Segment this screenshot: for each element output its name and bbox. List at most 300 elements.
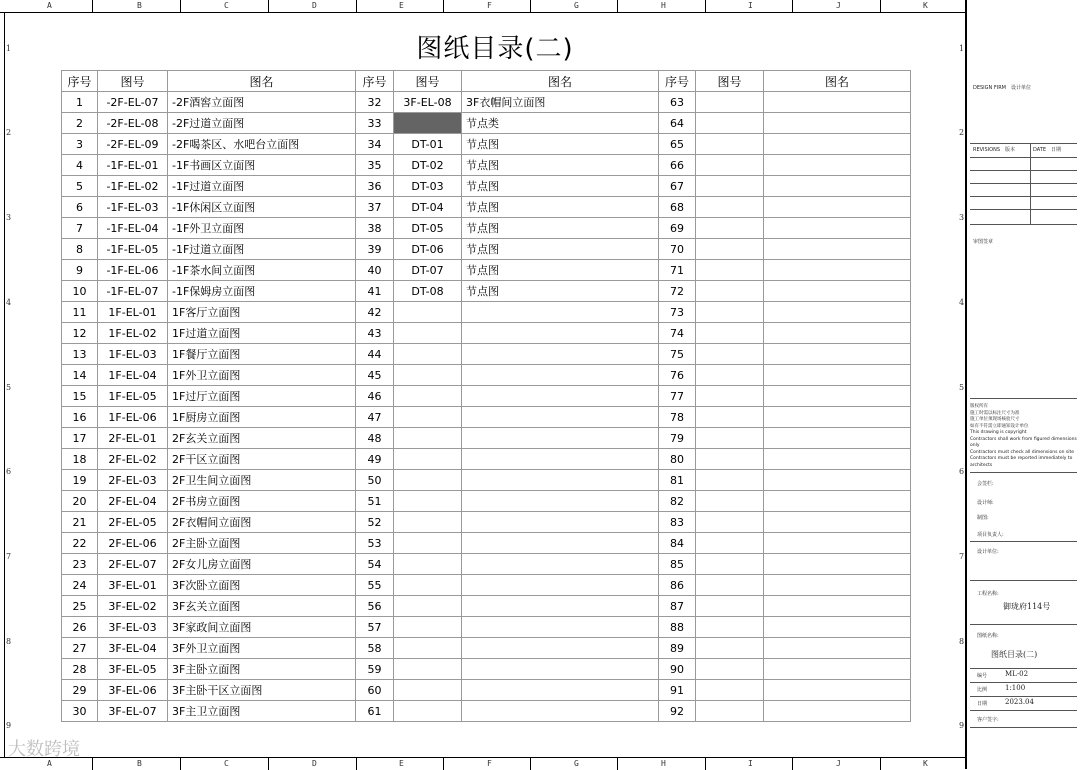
seq-cell: 90 xyxy=(659,659,696,680)
seq-cell: 40 xyxy=(356,260,394,281)
table-row xyxy=(62,323,911,344)
seq-cell: 92 xyxy=(659,701,696,722)
seq-cell: 50 xyxy=(356,470,394,491)
ruler-column-letter: K xyxy=(923,1,928,10)
ruler-row-number: 9 xyxy=(6,721,12,730)
name-cell xyxy=(764,533,911,554)
code-cell: 3F-EL-08 xyxy=(394,92,462,113)
seq-cell: 81 xyxy=(659,470,696,491)
code-cell: 3F-EL-06 xyxy=(98,680,168,701)
name-cell: 1F外卫立面图 xyxy=(168,365,356,386)
seq-cell: 13 xyxy=(62,344,98,365)
seq-cell: 79 xyxy=(659,428,696,449)
table-row xyxy=(62,365,911,386)
code-cell xyxy=(394,575,462,596)
code-cell xyxy=(696,680,764,701)
code-cell: -1F-EL-07 xyxy=(98,281,168,302)
code-cell xyxy=(696,575,764,596)
seq-cell: 80 xyxy=(659,449,696,470)
seq-cell: 77 xyxy=(659,386,696,407)
table-row xyxy=(62,197,911,218)
name-cell xyxy=(764,113,911,134)
name-cell xyxy=(764,575,911,596)
name-cell xyxy=(764,617,911,638)
name-cell xyxy=(462,617,659,638)
seq-cell: 89 xyxy=(659,638,696,659)
name-cell: -2F酒窖立面图 xyxy=(168,92,356,113)
code-cell xyxy=(394,386,462,407)
table-row xyxy=(62,386,911,407)
name-cell xyxy=(462,302,659,323)
seq-cell: 29 xyxy=(62,680,98,701)
seq-cell: 28 xyxy=(62,659,98,680)
table-row xyxy=(62,176,911,197)
ruler-row-number: 4 xyxy=(6,298,12,307)
seq-cell: 58 xyxy=(356,638,394,659)
name-cell: -1F保姆房立面图 xyxy=(168,281,356,302)
name-cell xyxy=(462,344,659,365)
code-cell xyxy=(394,596,462,617)
name-cell xyxy=(764,596,911,617)
seq-cell: 24 xyxy=(62,575,98,596)
review-stamp-label: 审图签章 xyxy=(973,239,994,245)
name-cell xyxy=(764,323,911,344)
code-cell xyxy=(696,197,764,218)
code-cell xyxy=(696,365,764,386)
code-cell: 3F-EL-04 xyxy=(98,638,168,659)
name-cell xyxy=(462,470,659,491)
number-label: 编号 xyxy=(977,673,988,679)
name-cell xyxy=(462,575,659,596)
name-cell: 3F外卫立面图 xyxy=(168,638,356,659)
name-cell: -2F喝茶区、水吧台立面图 xyxy=(168,134,356,155)
code-cell xyxy=(696,281,764,302)
code-cell xyxy=(696,470,764,491)
name-cell xyxy=(462,449,659,470)
watermark: 大数跨境 xyxy=(8,739,80,760)
ruler-row-number: 7 xyxy=(6,552,12,561)
name-cell xyxy=(462,428,659,449)
table-row xyxy=(62,701,911,722)
name-cell: 2F干区立面图 xyxy=(168,449,356,470)
ruler-row-number: 2 xyxy=(959,128,965,137)
seq-cell: 25 xyxy=(62,596,98,617)
code-cell: 2F-EL-03 xyxy=(98,470,168,491)
ruler-column-letter: A xyxy=(47,759,52,768)
name-cell: 节点图 xyxy=(462,260,659,281)
name-cell xyxy=(764,218,911,239)
code-cell xyxy=(696,428,764,449)
drawing-directory-table xyxy=(61,70,911,722)
seq-cell: 34 xyxy=(356,134,394,155)
code-cell: DT-04 xyxy=(394,197,462,218)
ruler-column-letter: K xyxy=(923,759,928,768)
seq-cell: 87 xyxy=(659,596,696,617)
table-row xyxy=(62,155,911,176)
seq-cell: 11 xyxy=(62,302,98,323)
seq-cell: 21 xyxy=(62,512,98,533)
ruler-column-letter: D xyxy=(312,1,317,10)
ruler-column-letter: J xyxy=(836,759,841,768)
name-cell: 3F主卧干区立面图 xyxy=(168,680,356,701)
name-cell xyxy=(764,659,911,680)
seq-cell: 48 xyxy=(356,428,394,449)
code-cell xyxy=(696,512,764,533)
name-cell xyxy=(764,92,911,113)
table-row xyxy=(62,533,911,554)
seq-cell: 12 xyxy=(62,323,98,344)
name-cell xyxy=(764,239,911,260)
revisions-label: REVISIONS 版本 xyxy=(973,147,1016,153)
code-cell xyxy=(696,533,764,554)
name-cell: 3F家政间立面图 xyxy=(168,617,356,638)
header-code: 图号 xyxy=(696,71,764,92)
name-cell xyxy=(764,365,911,386)
seq-cell: 54 xyxy=(356,554,394,575)
ruler-column-letter: F xyxy=(487,759,492,768)
code-cell xyxy=(394,533,462,554)
ruler-column-letter: F xyxy=(487,1,492,10)
name-cell: 3F衣帽间立面图 xyxy=(462,92,659,113)
table-row xyxy=(62,554,911,575)
name-cell: 2F衣帽间立面图 xyxy=(168,512,356,533)
top-ruler xyxy=(0,0,965,13)
ruler-column-letter: E xyxy=(399,759,404,768)
code-cell: 2F-EL-05 xyxy=(98,512,168,533)
code-cell xyxy=(394,449,462,470)
name-cell xyxy=(462,365,659,386)
code-cell: 2F-EL-04 xyxy=(98,491,168,512)
name-cell xyxy=(462,407,659,428)
table-row xyxy=(62,344,911,365)
code-cell: 1F-EL-05 xyxy=(98,386,168,407)
name-cell: 1F过厅立面图 xyxy=(168,386,356,407)
name-cell xyxy=(764,302,911,323)
name-cell xyxy=(462,533,659,554)
seq-cell: 9 xyxy=(62,260,98,281)
seq-cell: 33 xyxy=(356,113,394,134)
name-cell xyxy=(764,407,911,428)
seq-cell: 75 xyxy=(659,344,696,365)
code-cell: -1F-EL-03 xyxy=(98,197,168,218)
name-cell xyxy=(462,701,659,722)
code-cell xyxy=(696,176,764,197)
seq-cell: 2 xyxy=(62,113,98,134)
name-cell xyxy=(764,554,911,575)
seq-cell: 65 xyxy=(659,134,696,155)
ruler-column-letter: B xyxy=(137,1,142,10)
code-cell: DT-02 xyxy=(394,155,462,176)
code-cell: 1F-EL-01 xyxy=(98,302,168,323)
code-cell xyxy=(394,659,462,680)
name-cell xyxy=(764,176,911,197)
seq-cell: 56 xyxy=(356,596,394,617)
date-label: 日期 xyxy=(977,701,988,707)
design-firm-label: DESIGN FIRM 设计单位 xyxy=(973,85,1032,91)
seq-cell: 43 xyxy=(356,323,394,344)
copyright-line: 如有不符需立即通知设计单位 xyxy=(970,423,1029,429)
seq-cell: 42 xyxy=(356,302,394,323)
seq-cell: 22 xyxy=(62,533,98,554)
table-row xyxy=(62,680,911,701)
name-cell: -2F过道立面图 xyxy=(168,113,356,134)
scale-label: 比例 xyxy=(977,687,988,693)
table-row xyxy=(62,134,911,155)
code-cell: 3F-EL-05 xyxy=(98,659,168,680)
seq-cell: 3 xyxy=(62,134,98,155)
drafter-label: 制图: xyxy=(977,515,989,521)
seq-cell: 15 xyxy=(62,386,98,407)
ruler-column-letter: D xyxy=(312,759,317,768)
name-cell xyxy=(462,596,659,617)
seq-cell: 86 xyxy=(659,575,696,596)
code-cell: -1F-EL-05 xyxy=(98,239,168,260)
header-name: 图名 xyxy=(462,71,659,92)
code-cell xyxy=(394,470,462,491)
code-cell: -1F-EL-06 xyxy=(98,260,168,281)
seq-cell: 63 xyxy=(659,92,696,113)
seq-cell: 67 xyxy=(659,176,696,197)
signoff-label: 会签栏: xyxy=(977,481,994,487)
code-cell xyxy=(696,218,764,239)
code-cell xyxy=(696,302,764,323)
name-cell: 节点图 xyxy=(462,281,659,302)
date-column-label: DATE 日期 xyxy=(1033,147,1062,153)
name-cell xyxy=(462,512,659,533)
table-row xyxy=(62,596,911,617)
drawing-name: 图纸目录(二) xyxy=(991,650,1038,659)
project-lead-label: 项目负责人: xyxy=(977,532,1004,538)
name-cell: 1F过道立面图 xyxy=(168,323,356,344)
table-row xyxy=(62,218,911,239)
seq-cell: 18 xyxy=(62,449,98,470)
code-cell xyxy=(394,554,462,575)
seq-cell: 55 xyxy=(356,575,394,596)
seq-cell: 39 xyxy=(356,239,394,260)
seq-cell: 46 xyxy=(356,386,394,407)
seq-cell: 57 xyxy=(356,617,394,638)
code-cell xyxy=(696,323,764,344)
seq-cell: 72 xyxy=(659,281,696,302)
copyright-line: Contractors must be reported immediately to architects xyxy=(970,456,1073,468)
ruler-column-letter: B xyxy=(137,759,142,768)
seq-cell: 69 xyxy=(659,218,696,239)
code-cell xyxy=(696,638,764,659)
ruler-column-letter: H xyxy=(661,1,666,10)
seq-cell: 26 xyxy=(62,617,98,638)
table-header-row xyxy=(62,71,911,92)
name-cell xyxy=(462,491,659,512)
code-cell xyxy=(394,491,462,512)
name-cell xyxy=(764,680,911,701)
code-cell xyxy=(696,554,764,575)
name-cell xyxy=(764,155,911,176)
seq-cell: 44 xyxy=(356,344,394,365)
name-cell: 2F女儿房立面图 xyxy=(168,554,356,575)
code-cell xyxy=(394,617,462,638)
seq-cell: 4 xyxy=(62,155,98,176)
copyright-line: 施工时需以标注尺寸为准 xyxy=(970,410,1020,416)
bottom-ruler xyxy=(0,757,965,770)
design-unit-label: 设计单位: xyxy=(977,549,999,555)
seq-cell: 45 xyxy=(356,365,394,386)
code-cell: 3F-EL-07 xyxy=(98,701,168,722)
seq-cell: 83 xyxy=(659,512,696,533)
number-value: ML-02 xyxy=(1005,670,1029,678)
name-cell: 节点图 xyxy=(462,155,659,176)
ruler-column-letter: G xyxy=(574,759,579,768)
name-cell: 2F主卧立面图 xyxy=(168,533,356,554)
name-cell: 节点类 xyxy=(462,113,659,134)
name-cell xyxy=(764,491,911,512)
seq-cell: 88 xyxy=(659,617,696,638)
name-cell: -1F过道立面图 xyxy=(168,176,356,197)
ruler-column-letter: I xyxy=(748,759,753,768)
seq-cell: 73 xyxy=(659,302,696,323)
ruler-column-letter: A xyxy=(47,1,52,10)
name-cell xyxy=(462,659,659,680)
name-cell xyxy=(764,701,911,722)
table-row xyxy=(62,470,911,491)
code-cell xyxy=(394,680,462,701)
ruler-row-number: 7 xyxy=(959,552,965,561)
ruler-row-number: 5 xyxy=(6,383,12,392)
seq-cell: 49 xyxy=(356,449,394,470)
name-cell xyxy=(764,197,911,218)
code-cell: 2F-EL-02 xyxy=(98,449,168,470)
code-cell: DT-01 xyxy=(394,134,462,155)
project-name: 御珑府114号 xyxy=(1003,602,1051,611)
ruler-column-letter: H xyxy=(661,759,666,768)
header-seq: 序号 xyxy=(356,71,394,92)
code-cell xyxy=(696,659,764,680)
code-cell: -2F-EL-07 xyxy=(98,92,168,113)
seq-cell: 76 xyxy=(659,365,696,386)
ruler-column-letter: C xyxy=(224,759,229,768)
code-cell: 3F-EL-03 xyxy=(98,617,168,638)
seq-cell: 19 xyxy=(62,470,98,491)
seq-cell: 53 xyxy=(356,533,394,554)
name-cell xyxy=(764,470,911,491)
header-code: 图号 xyxy=(394,71,462,92)
designer-label: 设计师: xyxy=(977,500,994,506)
name-cell: 节点图 xyxy=(462,239,659,260)
seq-cell: 64 xyxy=(659,113,696,134)
seq-cell: 78 xyxy=(659,407,696,428)
seq-cell: 66 xyxy=(659,155,696,176)
table-row xyxy=(62,449,911,470)
code-cell xyxy=(696,449,764,470)
code-cell: 3F-EL-01 xyxy=(98,575,168,596)
code-cell xyxy=(696,134,764,155)
name-cell: 1F客厅立面图 xyxy=(168,302,356,323)
seq-cell: 51 xyxy=(356,491,394,512)
table-row xyxy=(62,659,911,680)
seq-cell: 8 xyxy=(62,239,98,260)
seq-cell: 85 xyxy=(659,554,696,575)
ruler-row-number: 3 xyxy=(6,213,12,222)
left-ruler xyxy=(0,12,5,757)
seq-cell: 71 xyxy=(659,260,696,281)
code-cell xyxy=(394,407,462,428)
seq-cell: 5 xyxy=(62,176,98,197)
name-cell xyxy=(764,512,911,533)
name-cell xyxy=(764,428,911,449)
name-cell xyxy=(462,638,659,659)
page-title: 图纸目录(二) xyxy=(416,34,574,64)
code-cell: 1F-EL-04 xyxy=(98,365,168,386)
name-cell xyxy=(462,680,659,701)
ruler-row-number: 5 xyxy=(959,383,965,392)
seq-cell: 32 xyxy=(356,92,394,113)
ruler-row-number: 9 xyxy=(959,721,965,730)
name-cell: 节点图 xyxy=(462,218,659,239)
code-cell: -2F-EL-09 xyxy=(98,134,168,155)
name-cell: 节点图 xyxy=(462,176,659,197)
code-cell xyxy=(696,113,764,134)
name-cell xyxy=(764,638,911,659)
seq-cell: 38 xyxy=(356,218,394,239)
table-row xyxy=(62,638,911,659)
ruler-row-number: 4 xyxy=(959,298,965,307)
name-cell: 2F卫生间立面图 xyxy=(168,470,356,491)
header-seq: 序号 xyxy=(659,71,696,92)
name-cell: 3F主卧立面图 xyxy=(168,659,356,680)
name-cell: -1F外卫立面图 xyxy=(168,218,356,239)
code-cell: 1F-EL-02 xyxy=(98,323,168,344)
code-cell xyxy=(394,365,462,386)
code-cell xyxy=(696,386,764,407)
name-cell: -1F休闲区立面图 xyxy=(168,197,356,218)
name-cell: 3F主卫立面图 xyxy=(168,701,356,722)
code-cell: -2F-EL-08 xyxy=(98,113,168,134)
name-cell: -1F书画区立面图 xyxy=(168,155,356,176)
code-cell: -1F-EL-02 xyxy=(98,176,168,197)
name-cell: 2F书房立面图 xyxy=(168,491,356,512)
table-row xyxy=(62,575,911,596)
seq-cell: 37 xyxy=(356,197,394,218)
name-cell xyxy=(764,344,911,365)
seq-cell: 91 xyxy=(659,680,696,701)
code-cell: -1F-EL-04 xyxy=(98,218,168,239)
code-cell xyxy=(394,323,462,344)
copyright-line: 版权所有 xyxy=(970,404,988,409)
name-cell: 节点图 xyxy=(462,197,659,218)
code-cell: 3F-EL-02 xyxy=(98,596,168,617)
name-cell xyxy=(764,449,911,470)
header-name: 图名 xyxy=(168,71,356,92)
seq-cell: 68 xyxy=(659,197,696,218)
seq-cell: 59 xyxy=(356,659,394,680)
seq-cell: 7 xyxy=(62,218,98,239)
ruler-row-number: 1 xyxy=(959,44,965,53)
code-cell: DT-06 xyxy=(394,239,462,260)
seq-cell: 74 xyxy=(659,323,696,344)
name-cell: 3F次卧立面图 xyxy=(168,575,356,596)
project-name-label: 工程名称: xyxy=(977,591,999,597)
ruler-row-number: 1 xyxy=(6,44,12,53)
table-row xyxy=(62,407,911,428)
name-cell xyxy=(764,386,911,407)
seq-cell: 41 xyxy=(356,281,394,302)
seq-cell: 60 xyxy=(356,680,394,701)
title-block xyxy=(967,0,1080,769)
drawing-name-label: 图纸名称: xyxy=(977,633,999,639)
copyright-line: This drawing is copyright xyxy=(970,430,1027,435)
code-cell xyxy=(394,344,462,365)
ruler-row-number: 2 xyxy=(6,128,12,137)
table-row xyxy=(62,239,911,260)
